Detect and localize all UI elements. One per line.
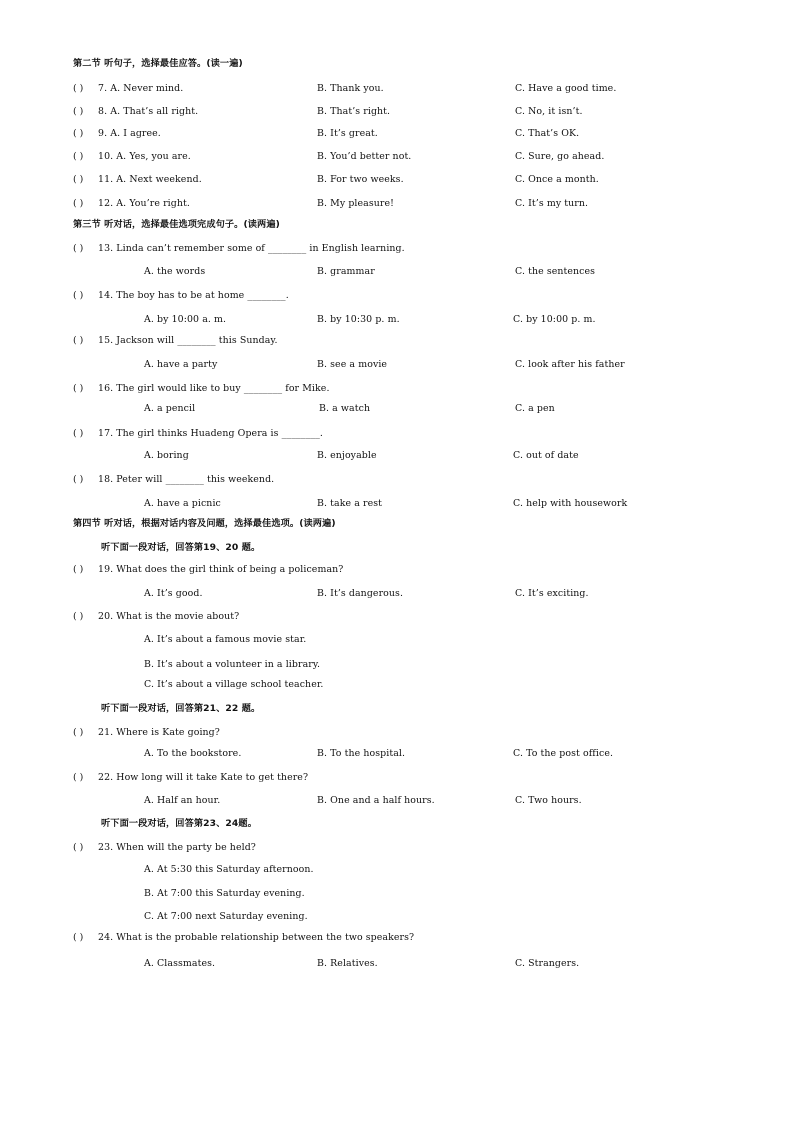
option-c: C. No, it isn’t. (515, 106, 583, 117)
option-b: B. take a rest (317, 498, 382, 509)
answer-blank[interactable]: ( ) (73, 564, 84, 575)
option-a: A. a pencil (144, 403, 196, 414)
option-b: B. You’d better not. (317, 151, 412, 162)
answer-blank[interactable]: ( ) (73, 128, 84, 139)
option-c: C. It’s my turn. (515, 198, 589, 209)
option-a: A. boring (144, 450, 189, 461)
question-stem: 19. What does the girl think of being a policeman? (98, 564, 344, 575)
option-c: C. That’s OK. (515, 128, 580, 139)
question-stem: 13. Linda can’t remember some of ________ in English learning. (98, 243, 405, 254)
question-stem: 22. How long will it take Kate to get there? (98, 772, 309, 783)
question-stem: 12. A. You’re right. (98, 198, 190, 209)
question-stem: 21. Where is Kate going? (98, 727, 220, 738)
option-b: B. Relatives. (317, 958, 378, 969)
option-c: C. Strangers. (515, 958, 580, 969)
question-stem: 16. The girl would like to buy ________ for Mike. (98, 383, 330, 394)
option-c: C. At 7:00 next Saturday evening. (144, 911, 308, 922)
section-3-heading: 第三节 听对话，选择最佳选项完成句子。(读两遍) (73, 219, 280, 230)
option-b: B. It’s dangerous. (317, 588, 404, 599)
answer-blank[interactable]: ( ) (73, 474, 84, 485)
option-b: B. enjoyable (317, 450, 377, 461)
answer-blank[interactable]: ( ) (73, 611, 84, 622)
answer-blank[interactable]: ( ) (73, 772, 84, 783)
option-b: B. grammar (317, 266, 375, 277)
question-stem: 17. The girl thinks Huadeng Opera is ________. (98, 428, 324, 439)
option-a: A. At 5:30 this Saturday afternoon. (144, 864, 314, 875)
option-b: B. For two weeks. (317, 174, 404, 185)
option-a: A. It’s about a famous movie star. (144, 634, 307, 645)
section-2-heading: 第二节 听句子，选择最佳应答。(读一遍) (73, 58, 243, 69)
answer-blank[interactable]: ( ) (73, 290, 84, 301)
option-c: C. Have a good time. (515, 83, 617, 94)
option-c: C. the sentences (515, 266, 596, 277)
answer-blank[interactable]: ( ) (73, 932, 84, 943)
question-stem: 20. What is the movie about? (98, 611, 240, 622)
option-a: A. Half an hour. (144, 795, 221, 806)
question-stem: 11. A. Next weekend. (98, 174, 202, 185)
answer-blank[interactable]: ( ) (73, 383, 84, 394)
option-b: B. One and a half hours. (317, 795, 435, 806)
option-c: C. out of date (513, 450, 579, 461)
answer-blank[interactable]: ( ) (73, 174, 84, 185)
option-c: C. Sure, go ahead. (515, 151, 605, 162)
option-b: B. It’s about a volunteer in a library. (144, 659, 321, 670)
question-stem: 18. Peter will ________ this weekend. (98, 474, 275, 485)
answer-blank[interactable]: ( ) (73, 727, 84, 738)
question-stem: 9. A. I agree. (98, 128, 161, 139)
option-b: B. To the hospital. (317, 748, 406, 759)
option-b: B. That’s right. (317, 106, 391, 117)
question-stem: 15. Jackson will ________ this Sunday. (98, 335, 278, 346)
option-b: B. see a movie (317, 359, 388, 370)
option-c: C. Once a month. (515, 174, 599, 185)
question-stem: 7. A. Never mind. (98, 83, 184, 94)
option-c: C. help with housework (513, 498, 628, 509)
question-stem: 10. A. Yes, you are. (98, 151, 191, 162)
option-b: B. It’s great. (317, 128, 378, 139)
section-4-heading: 第四节 听对话，根据对话内容及问题，选择最佳选项。(读两遍) (73, 518, 336, 529)
instruction-23-24: 听下面一段对话，回答第23、24题。 (101, 818, 257, 829)
answer-blank[interactable]: ( ) (73, 428, 84, 439)
instruction-19-20: 听下面一段对话，回答第19、20 题。 (101, 542, 261, 553)
option-b: B. At 7:00 this Saturday evening. (144, 888, 305, 899)
option-c: C. It’s about a village school teacher. (144, 679, 324, 690)
option-c: C. look after his father (515, 359, 625, 370)
option-a: A. the words (144, 266, 206, 277)
option-c: C. It’s exciting. (515, 588, 589, 599)
option-a: A. by 10:00 a. m. (144, 314, 227, 325)
answer-blank[interactable]: ( ) (73, 83, 84, 94)
answer-blank[interactable]: ( ) (73, 243, 84, 254)
instruction-21-22: 听下面一段对话，回答第21、22 题。 (101, 703, 261, 714)
option-a: A. To the bookstore. (144, 748, 242, 759)
option-c: C. To the post office. (513, 748, 614, 759)
option-c: C. a pen (515, 403, 555, 414)
option-a: A. Classmates. (144, 958, 216, 969)
option-c: C. by 10:00 p. m. (513, 314, 596, 325)
option-c: C. Two hours. (515, 795, 582, 806)
question-stem: 14. The boy has to be at home ________. (98, 290, 289, 301)
answer-blank[interactable]: ( ) (73, 335, 84, 346)
option-a: A. have a party (144, 359, 218, 370)
question-stem: 23. When will the party be held? (98, 842, 256, 853)
option-b: B. a watch (319, 403, 371, 414)
option-b: B. by 10:30 p. m. (317, 314, 400, 325)
option-a: A. It’s good. (144, 588, 203, 599)
answer-blank[interactable]: ( ) (73, 151, 84, 162)
answer-blank[interactable]: ( ) (73, 842, 84, 853)
answer-blank[interactable]: ( ) (73, 106, 84, 117)
answer-blank[interactable]: ( ) (73, 198, 84, 209)
question-stem: 24. What is the probable relationship between the two speakers? (98, 932, 415, 943)
option-b: B. My pleasure! (317, 198, 395, 209)
option-b: B. Thank you. (317, 83, 384, 94)
option-a: A. have a picnic (144, 498, 221, 509)
question-stem: 8. A. That’s all right. (98, 106, 199, 117)
